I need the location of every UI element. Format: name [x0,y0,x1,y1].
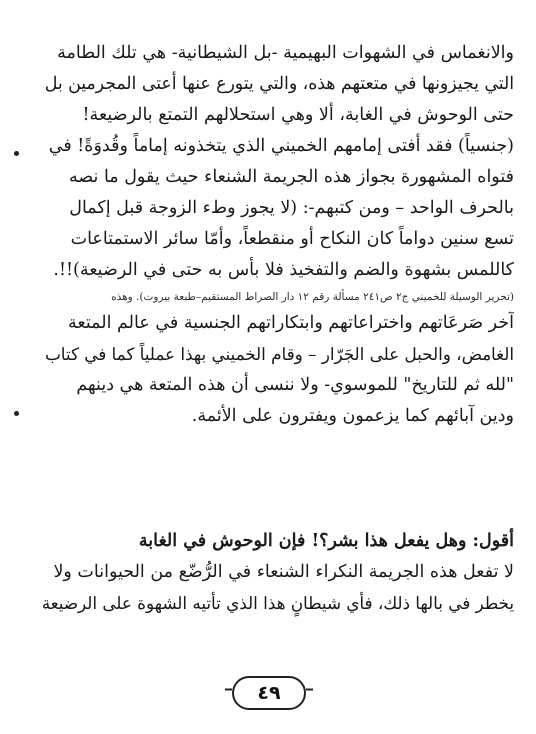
text-line: بالحرف الواحد – ومن كتبهم-: (لا يجوز وطء الزوجة قبل إكمال [69,198,514,218]
text-line: التي يجيزونها في متعتهم هذه، والتي يتورع عنها أعتى المجرمين بل [44,74,514,94]
text-line: كاللمس بشهوة والضم والتفخيذ فلا بأس به حتى في الرضيعة)!!. [53,260,514,280]
text-line: أقول: وهل يفعل هذا بشر؟! فإن الوحوش في الغابة [138,531,514,551]
text-line: حتى الوحوش في الغابة، ألا وهي استحلالهم التمتع بالرضيعة! [82,105,514,125]
text-line: تسع سنين دواماً كان النكاح أو منقطعاً، وأمّا سائر الاستمتاعات [70,229,514,249]
citation-line: (تحرير الوسيلة للخميني ج٢ ص٢٤١ مسألة رقم ١٢ دار الصراط المستقيم–طبعة بيروت). وهذه [111,291,514,303]
text-line: الغامض، والحبل على الجَرّار – وقام الخميني بهذا عملياً كما في كتاب [45,344,514,364]
text-line: فتواه المشهورة بجواز هذه الجريمة الشنعاء حيث يقول ما نصه [68,167,514,187]
text-line: لا تفعل هذه الجريمة النكراء الشنعاء في الرُّضّع من الحيوانات ولا [53,562,514,582]
text-line: (جنسياً) فقد أفتى إمامهم الخميني الذي يتخذونه إماماً وقُدوَةً! في [48,136,514,156]
text-line: والانغماس في الشهوات البهيمية -بل الشيطانية- هي تلك الطامة [57,43,514,63]
text-line: آخر صَرعَاتهم واختراعاتهم وابتكاراتهم الجنسية في عالم المتعة [68,313,514,333]
margin-dot [14,411,19,416]
text-line: ودين آبائهم كما يزعمون ويفترون على الأئمة. [191,406,514,426]
page-number: ٤٩ [232,676,306,710]
text-line: يخطر في بالها ذلك، فأي شيطانٍ هذا الذي تأتيه الشهوة على الرضيعة [42,593,514,613]
paragraph-2 [42,526,514,619]
paragraph-1 [42,38,514,432]
margin-dot [14,151,19,156]
text-line: "لله ثم للتاريخ" للموسوي- ولا ننسى أن هذه المتعة هي دينهم [76,375,514,395]
